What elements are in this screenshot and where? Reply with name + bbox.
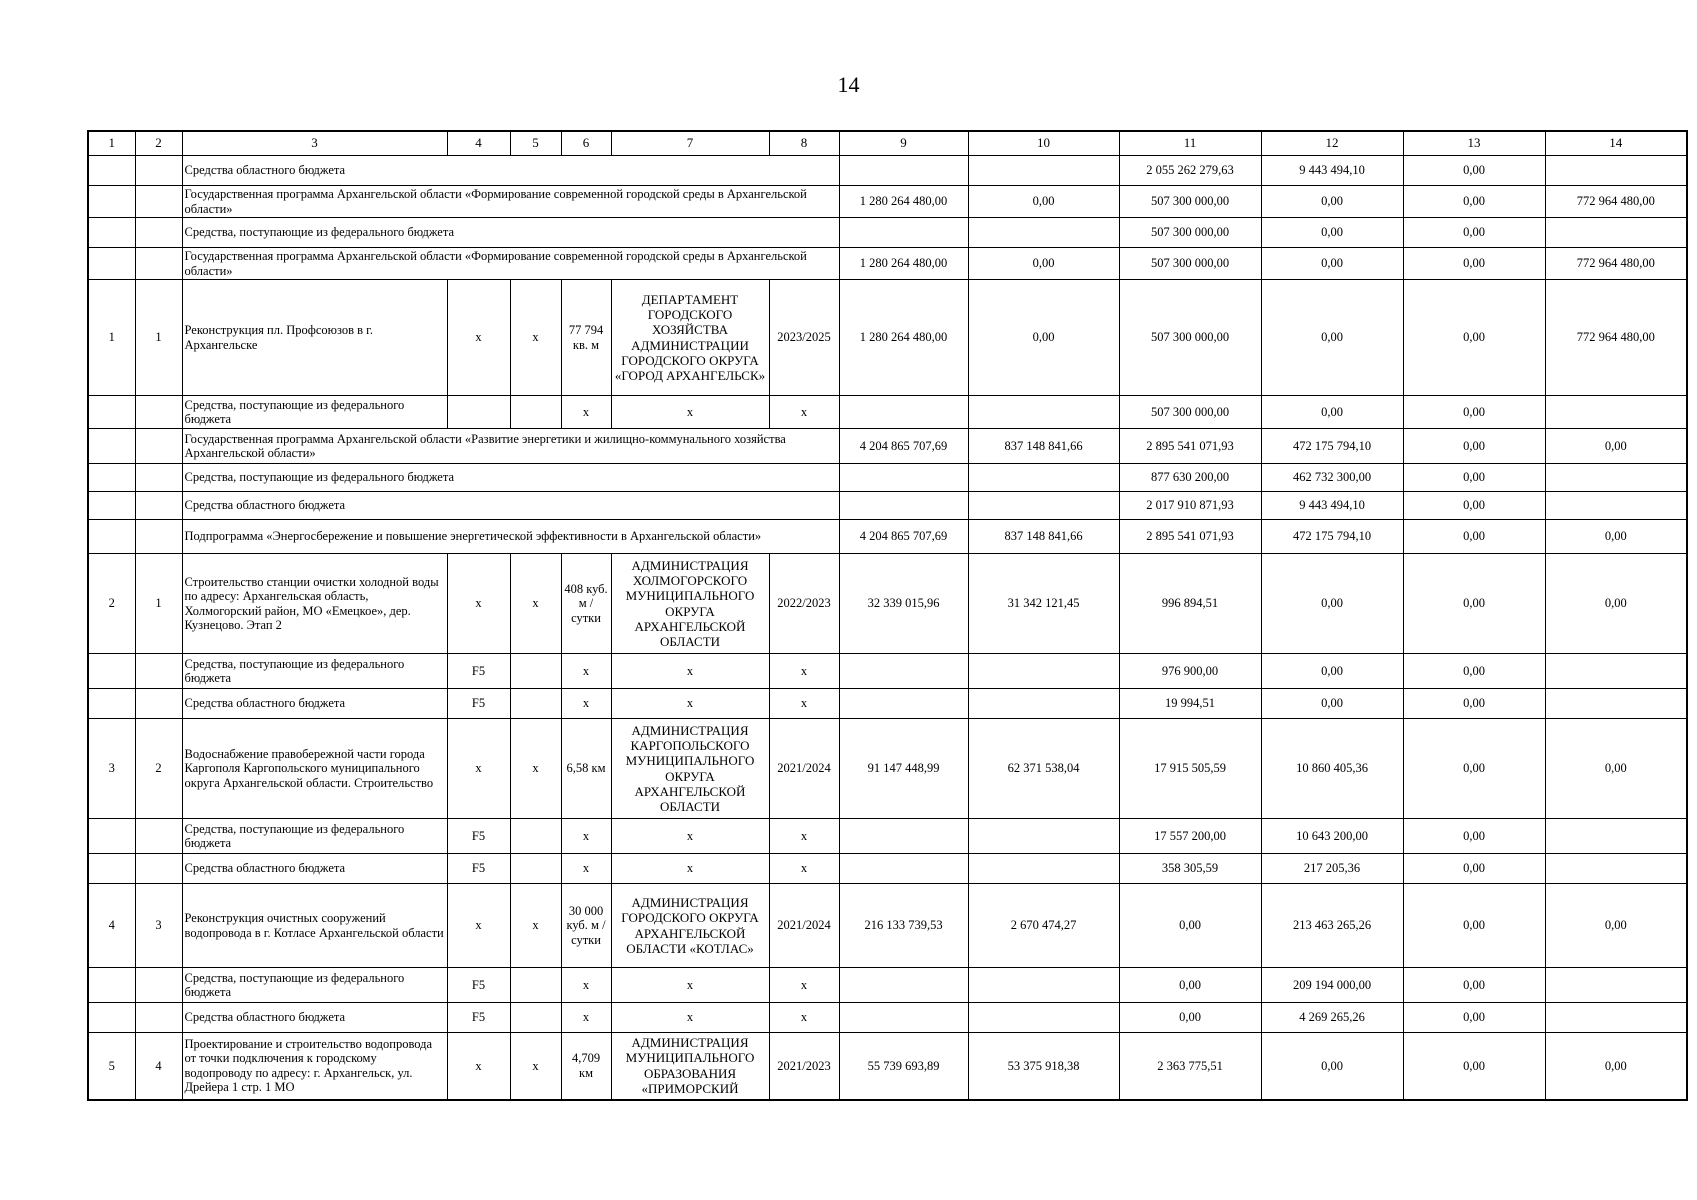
value-cell: 507 300 000,00 [1119,218,1261,248]
cell [510,689,561,719]
cell [88,429,135,464]
value-cell: 213 463 265,26 [1261,884,1403,968]
cell [135,968,182,1003]
cell: F5 [447,654,510,689]
value-cell: 10 643 200,00 [1261,819,1403,854]
value-cell: 507 300 000,00 [1119,396,1261,429]
value-cell: 0,00 [1261,248,1403,280]
cell: х [611,854,769,884]
value-cell: 0,00 [1403,396,1545,429]
cell: х [510,1033,561,1100]
table-row [88,719,1687,819]
cell [135,854,182,884]
cell [88,654,135,689]
value-cell: 0,00 [1261,396,1403,429]
column-number: 7 [611,131,769,156]
column-number: 13 [1403,131,1545,156]
cell: F5 [447,819,510,854]
column-number: 4 [447,131,510,156]
value-cell: 0,00 [1403,464,1545,492]
cell: х [510,884,561,968]
value-cell: 0,00 [1403,819,1545,854]
value-cell: 10 860 405,36 [1261,719,1403,819]
cell [968,854,1119,884]
cell: х [447,719,510,819]
column-number: 9 [839,131,968,156]
cell [968,689,1119,719]
value-cell: 507 300 000,00 [1119,248,1261,280]
cell [135,186,182,218]
cell [135,492,182,520]
table-row [88,218,1687,248]
row-name: Государственная программа Архангельской области «Формирование современной городской среды в Архангельской области» [182,248,839,280]
cell [1545,218,1687,248]
row-number: 4 [88,884,135,968]
value-cell: 0,00 [1403,719,1545,819]
cell: х [561,689,611,719]
row-number: 1 [135,280,182,396]
row-number: 3 [135,884,182,968]
table-row [88,554,1687,654]
value-cell: 1 280 264 480,00 [839,186,968,218]
table-row [88,492,1687,520]
value-cell: 0,00 [968,248,1119,280]
row-name: Средства, поступающие из федерального бюджета [182,968,447,1003]
value-cell: 0,00 [1403,218,1545,248]
value-cell: 17 915 505,59 [1119,719,1261,819]
organization-cell: ДЕПАРТАМЕНТ ГОРОДСКОГО ХОЗЯЙСТВА АДМИНИСТРАЦИИ ГОРОДСКОГО ОКРУГА «ГОРОД АРХАНГЕЛЬСК» [611,280,769,396]
cell: F5 [447,1003,510,1033]
column-number: 5 [510,131,561,156]
row-number: 1 [135,554,182,654]
row-name: Средства, поступающие из федерального бюджета [182,654,447,689]
cell: х [769,819,839,854]
row-number: 2 [135,719,182,819]
row-name: Средства, поступающие из федерального бюджета [182,218,839,248]
value-cell: 0,00 [968,280,1119,396]
value-cell: 0,00 [1545,520,1687,554]
table-row [88,689,1687,719]
cell [1545,968,1687,1003]
cell [839,156,968,186]
value-cell: 0,00 [1403,429,1545,464]
value-cell: 0,00 [1403,554,1545,654]
cell [1545,819,1687,854]
value-cell: 9 443 494,10 [1261,492,1403,520]
value-cell: 0,00 [1403,520,1545,554]
capacity-cell: 77 794 кв. м [561,280,611,396]
value-cell: 9 443 494,10 [1261,156,1403,186]
value-cell: 31 342 121,45 [968,554,1119,654]
value-cell: 19 994,51 [1119,689,1261,719]
cell [968,654,1119,689]
table-row [88,248,1687,280]
column-number: 8 [769,131,839,156]
value-cell: 0,00 [1403,968,1545,1003]
column-number: 12 [1261,131,1403,156]
row-name: Средства областного бюджета [182,492,839,520]
cell: х [561,819,611,854]
row-name: Средства областного бюджета [182,1003,447,1033]
table-row [88,854,1687,884]
value-cell: 0,00 [1403,1003,1545,1033]
cell [510,854,561,884]
value-cell: 55 739 693,89 [839,1033,968,1100]
cell [968,464,1119,492]
value-cell: 1 280 264 480,00 [839,280,968,396]
table-row [88,520,1687,554]
table-row [88,186,1687,218]
value-cell: 877 630 200,00 [1119,464,1261,492]
column-number: 2 [135,131,182,156]
value-cell: 0,00 [1261,689,1403,719]
cell [88,819,135,854]
cell [839,968,968,1003]
row-name: Государственная программа Архангельской области «Развитие энергетики и жилищно-коммунального хозяйства Архангельской области» [182,429,839,464]
cell [968,156,1119,186]
organization-cell: АДМИНИСТРАЦИЯ ГОРОДСКОГО ОКРУГА АРХАНГЕЛЬСКОЙ ОБЛАСТИ «КОТЛАС» [611,884,769,968]
table-row [88,429,1687,464]
cell: х [769,654,839,689]
cell [88,854,135,884]
cell [88,248,135,280]
value-cell: 772 964 480,00 [1545,248,1687,280]
row-name: Средства, поступающие из федерального бюджета [182,819,447,854]
value-cell: 0,00 [1261,218,1403,248]
value-cell: 62 371 538,04 [968,719,1119,819]
cell [88,396,135,429]
value-cell: 2 670 474,27 [968,884,1119,968]
cell: х [611,396,769,429]
row-name: Государственная программа Архангельской области «Формирование современной городской среды в Архангельской области» [182,186,839,218]
table-row [88,884,1687,968]
capacity-cell: 30 000 куб. м / сутки [561,884,611,968]
capacity-cell: 4,709 км [561,1033,611,1100]
period-cell: 2021/2024 [769,884,839,968]
value-cell: 0,00 [1403,186,1545,218]
value-cell: 17 557 200,00 [1119,819,1261,854]
row-name: Водоснабжение правобережной части города Каргополя Каргопольского муниципального округа Архангельской области. Строительство [182,719,447,819]
cell [88,1003,135,1033]
value-cell: 0,00 [1403,654,1545,689]
value-cell: 32 339 015,96 [839,554,968,654]
column-number: 6 [561,131,611,156]
value-cell: 2 895 541 071,93 [1119,520,1261,554]
organization-cell: АДМИНИСТРАЦИЯ МУНИЦИПАЛЬНОГО ОБРАЗОВАНИЯ «ПРИМОРСКИЙ [611,1033,769,1100]
row-name: Реконструкция очистных сооружений водопровода в г. Котласе Архангельской области [182,884,447,968]
table-row [88,1033,1687,1100]
column-number: 3 [182,131,447,156]
cell: х [769,396,839,429]
cell [88,186,135,218]
cell [88,492,135,520]
value-cell: 0,00 [1261,186,1403,218]
value-cell: 0,00 [1261,280,1403,396]
cell: х [769,689,839,719]
value-cell: 2 363 775,51 [1119,1033,1261,1100]
value-cell: 0,00 [968,186,1119,218]
value-cell: 2 017 910 871,93 [1119,492,1261,520]
value-cell: 0,00 [1545,429,1687,464]
cell: х [510,719,561,819]
value-cell: 0,00 [1403,884,1545,968]
value-cell: 358 305,59 [1119,854,1261,884]
cell: F5 [447,968,510,1003]
value-cell: 772 964 480,00 [1545,280,1687,396]
value-cell: 0,00 [1403,1033,1545,1100]
value-cell: 0,00 [1545,884,1687,968]
cell: х [769,854,839,884]
cell [510,968,561,1003]
value-cell: 2 055 262 279,63 [1119,156,1261,186]
cell: х [611,1003,769,1033]
cell [968,492,1119,520]
cell: F5 [447,854,510,884]
value-cell: 976 900,00 [1119,654,1261,689]
cell: х [447,884,510,968]
value-cell: 837 148 841,66 [968,429,1119,464]
row-number: 1 [88,280,135,396]
value-cell: 0,00 [1403,689,1545,719]
value-cell: 4 269 265,26 [1261,1003,1403,1033]
cell [1545,689,1687,719]
cell: х [561,854,611,884]
column-number: 11 [1119,131,1261,156]
row-number: 2 [88,554,135,654]
period-cell: 2022/2023 [769,554,839,654]
organization-cell: АДМИНИСТРАЦИЯ КАРГОПОЛЬСКОГО МУНИЦИПАЛЬНОГО ОКРУГА АРХАНГЕЛЬСКОЙ ОБЛАСТИ [611,719,769,819]
cell [1545,156,1687,186]
value-cell: 0,00 [1403,492,1545,520]
value-cell: 837 148 841,66 [968,520,1119,554]
value-cell: 217 205,36 [1261,854,1403,884]
row-number: 3 [88,719,135,819]
value-cell: 0,00 [1403,854,1545,884]
cell [510,1003,561,1033]
value-cell: 0,00 [1119,968,1261,1003]
column-number: 14 [1545,131,1687,156]
cell [135,520,182,554]
value-cell: 216 133 739,53 [839,884,968,968]
cell [510,396,561,429]
cell [839,464,968,492]
cell: х [561,968,611,1003]
cell [839,218,968,248]
cell [135,429,182,464]
value-cell: 462 732 300,00 [1261,464,1403,492]
cell: х [769,968,839,1003]
cell: х [510,280,561,396]
cell [135,654,182,689]
cell [1545,464,1687,492]
value-cell: 2 895 541 071,93 [1119,429,1261,464]
column-number: 1 [88,131,135,156]
value-cell: 472 175 794,10 [1261,429,1403,464]
cell: х [561,396,611,429]
value-cell: 0,00 [1403,248,1545,280]
value-cell: 0,00 [1545,719,1687,819]
cell [88,218,135,248]
cell [839,819,968,854]
cell [839,654,968,689]
value-cell: 0,00 [1261,554,1403,654]
cell [1545,1003,1687,1033]
cell [447,396,510,429]
cell [135,689,182,719]
cell [135,396,182,429]
cell [1545,396,1687,429]
table-row [88,156,1687,186]
value-cell: 4 204 865 707,69 [839,520,968,554]
cell [510,654,561,689]
cell [1545,492,1687,520]
cell [839,396,968,429]
cell [135,156,182,186]
cell [839,854,968,884]
table-row [88,464,1687,492]
cell [968,819,1119,854]
row-name: Средства областного бюджета [182,854,447,884]
page-number: 14 [837,72,860,97]
cell [839,1003,968,1033]
cell: х [611,689,769,719]
cell: х [611,968,769,1003]
value-cell: 472 175 794,10 [1261,520,1403,554]
table-row [88,819,1687,854]
capacity-cell: 6,58 км [561,719,611,819]
value-cell: 209 194 000,00 [1261,968,1403,1003]
cell [88,156,135,186]
column-number: 10 [968,131,1119,156]
value-cell: 0,00 [1403,156,1545,186]
cell [968,396,1119,429]
table-row [88,280,1687,396]
table-row [88,396,1687,429]
cell [1545,654,1687,689]
period-cell: 2021/2024 [769,719,839,819]
cell: х [769,1003,839,1033]
row-name: Реконструкция пл. Профсоюзов в г. Архангельске [182,280,447,396]
value-cell: 4 204 865 707,69 [839,429,968,464]
cell [510,819,561,854]
cell [135,248,182,280]
value-cell: 91 147 448,99 [839,719,968,819]
cell [839,492,968,520]
column-number-row [88,131,1687,156]
value-cell: 0,00 [1119,1003,1261,1033]
cell [968,968,1119,1003]
value-cell: 0,00 [1261,654,1403,689]
cell: х [611,819,769,854]
cell [88,520,135,554]
table-row [88,1003,1687,1033]
table-row [88,654,1687,689]
row-number: 4 [135,1033,182,1100]
cell [135,819,182,854]
row-name: Средства областного бюджета [182,156,839,186]
row-name: Строительство станции очистки холодной воды по адресу: Архангельская область, Холмогорский район, МО «Емецкое», дер. Кузнецово. Этап 2 [182,554,447,654]
cell: х [510,554,561,654]
row-name: Средства, поступающие из федерального бюджета [182,464,839,492]
value-cell: 53 375 918,38 [968,1033,1119,1100]
value-cell: 0,00 [1403,280,1545,396]
cell [135,1003,182,1033]
cell [839,689,968,719]
value-cell: 996 894,51 [1119,554,1261,654]
row-name: Подпрограмма «Энергосбережение и повышение энергетической эффективности в Архангельской области» [182,520,839,554]
cell: х [611,654,769,689]
cell [88,464,135,492]
cell: х [447,280,510,396]
cell [135,218,182,248]
value-cell: 507 300 000,00 [1119,280,1261,396]
cell: F5 [447,689,510,719]
value-cell: 0,00 [1545,1033,1687,1100]
cell [135,464,182,492]
cell: х [561,1003,611,1033]
row-number: 5 [88,1033,135,1100]
cell [968,1003,1119,1033]
value-cell: 0,00 [1119,884,1261,968]
cell [1545,854,1687,884]
row-name: Средства, поступающие из федерального бюджета [182,396,447,429]
value-cell: 1 280 264 480,00 [839,248,968,280]
capacity-cell: 408 куб. м / сутки [561,554,611,654]
budget-table [87,130,1688,1101]
cell: х [447,554,510,654]
period-cell: 2023/2025 [769,280,839,396]
row-name: Средства областного бюджета [182,689,447,719]
cell: х [447,1033,510,1100]
cell: х [561,654,611,689]
table-row [88,968,1687,1003]
value-cell: 0,00 [1545,554,1687,654]
organization-cell: АДМИНИСТРАЦИЯ ХОЛМОГОРСКОГО МУНИЦИПАЛЬНОГО ОКРУГА АРХАНГЕЛЬСКОЙ ОБЛАСТИ [611,554,769,654]
value-cell: 772 964 480,00 [1545,186,1687,218]
row-name: Проектирование и строительство водопровода от точки подключения к городскому водопроводу по адресу: г. Архангельск, ул. Дрейера 1 стр. 1 МО [182,1033,447,1100]
period-cell: 2021/2023 [769,1033,839,1100]
cell [88,968,135,1003]
value-cell: 507 300 000,00 [1119,186,1261,218]
value-cell: 0,00 [1261,1033,1403,1100]
cell [968,218,1119,248]
cell [88,689,135,719]
